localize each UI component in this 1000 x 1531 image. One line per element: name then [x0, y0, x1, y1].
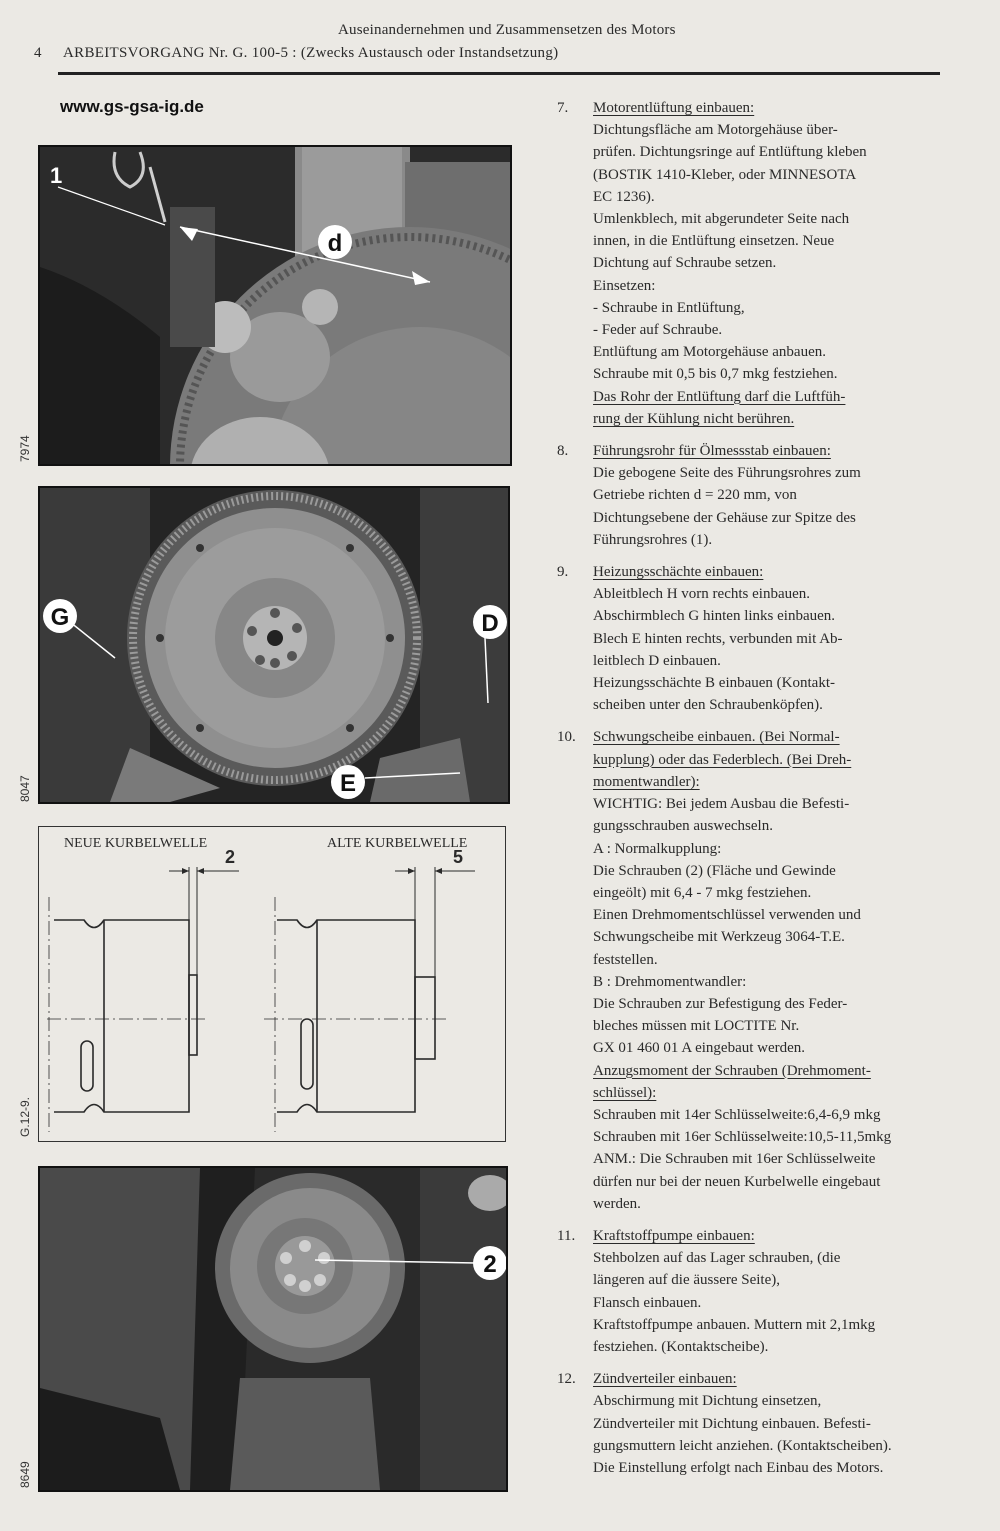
step-text-line: Führungsrohres (1). — [593, 531, 713, 548]
step-text-line: dürfen nur bei der neuen Kurbelwelle eingebaut — [593, 1173, 881, 1190]
photo-engine-breather — [38, 145, 512, 466]
step-text-line: Schrauben mit 16er Schlüsselweite:10,5-11,5mkg — [593, 1129, 892, 1146]
step-title: Kraftstoffpumpe einbauen: — [593, 1227, 755, 1244]
fig4-label-2: 2 — [483, 1251, 497, 1278]
step-title: Schwungscheibe einbauen. (Bei Normal- — [593, 729, 840, 746]
step-text-line: - Schraube in Entlüftung, — [593, 299, 745, 316]
step-text-line: Das Rohr der Entlüftung darf die Luftfüh- — [593, 388, 846, 405]
step-text-line: festziehen. (Kontaktscheibe). — [593, 1338, 769, 1355]
fig1-label-1: 1 — [50, 163, 63, 188]
step-text-line: Schraube mit 0,5 bis 0,7 mkg festziehen. — [593, 366, 838, 383]
step-text-line: gungsschrauben auswechseln. — [593, 818, 773, 835]
step-12 — [557, 1368, 987, 1479]
operation-label: ARBEITSVORGANG Nr. — [63, 45, 229, 61]
step-text-line: feststellen. — [593, 951, 658, 968]
step-text-line: Blech E hinten rechts, verbunden mit Ab- — [593, 630, 843, 647]
step-text-line: Die Einstellung erfolgt nach Einbau des Motors. — [593, 1459, 884, 1476]
diagram-right-title: ALTE KURBELWELLE — [327, 836, 468, 851]
step-text-line: momentwandler): — [593, 773, 700, 790]
fig2-label-e: E — [339, 770, 357, 797]
website-link[interactable]: www.gs-gsa-ig.de — [60, 97, 204, 116]
step-number: 12. — [557, 1371, 576, 1388]
step-text-line: Die gebogene Seite des Führungsrohres zum — [593, 465, 861, 482]
step-title: Zündverteiler einbauen: — [593, 1371, 737, 1388]
operation-number: G. 100-5 : — [232, 45, 297, 61]
step-text-line: EC 1236). — [593, 188, 655, 205]
step-number: 10. — [557, 729, 576, 746]
step-text-line: Abschirmblech G hinten links einbauen. — [593, 608, 836, 625]
step-text-line: WICHTIG: Bei jedem Ausbau die Befesti- — [593, 796, 850, 813]
step-text-line: Die Schrauben zur Befestigung des Feder- — [593, 995, 848, 1012]
step-text-line: Abschirmung mit Dichtung einsetzen, — [593, 1393, 822, 1410]
step-text-line: Getriebe richten d = 220 mm, von — [593, 487, 797, 504]
step-number: 9. — [557, 564, 569, 581]
step-text-line: Einsetzen: — [593, 277, 656, 294]
step-text-line: Schwungscheibe mit Werkzeug 3064-T.E. — [593, 929, 845, 946]
step-text-line: Dichtung auf Schraube setzen. — [593, 255, 777, 272]
step-text-line: Zündverteiler mit Dichtung einbauen. Befesti- — [593, 1415, 871, 1432]
operation-line — [34, 45, 558, 62]
fig2-code: 8047 — [18, 775, 32, 802]
step-8 — [557, 440, 987, 551]
step-title: Führungsrohr für Ölmessstab einbauen: — [593, 443, 831, 460]
step-text-line: ANM.: Die Schrauben mit 16er Schlüsselweite — [593, 1151, 876, 1168]
step-7 — [557, 97, 987, 430]
step-number: 7. — [557, 100, 569, 116]
step-text-line: prüfen. Dichtungsringe auf Entlüftung kleben — [593, 144, 867, 161]
step-text-line: Schrauben mit 14er Schlüsselweite:6,4-6,9 mkg — [593, 1106, 881, 1123]
step-text-line: werden. — [593, 1195, 641, 1212]
instruction-column — [557, 97, 987, 1489]
step-text-line: bleches müssen mit LOCTITE Nr. — [593, 1018, 800, 1035]
step-text-line: innen, in die Entlüftung einsetzen. Neue — [593, 233, 835, 250]
document-header-title: Auseinandernehmen und Zusammensetzen des Motors — [338, 22, 676, 38]
step-text-line: rung der Kühlung nicht berühren. — [593, 410, 795, 427]
diagram-right-dimension: 5 — [453, 847, 464, 867]
step-number: 8. — [557, 443, 569, 460]
step-text-line: Einen Drehmomentschlüssel verwenden und — [593, 907, 861, 924]
fig3-code: G.12-9. — [18, 1096, 32, 1137]
photo-flywheel-heating-ducts — [38, 486, 510, 804]
step-text-line: - Feder auf Schraube. — [593, 322, 723, 339]
step-text-line: Flansch einbauen. — [593, 1294, 702, 1311]
step-11 — [557, 1225, 987, 1358]
step-text-line: scheiben unter den Schraubenköpfen). — [593, 697, 823, 714]
step-text-line: Ableitblech H vorn rechts einbauen. — [593, 586, 811, 603]
step-text-line: Die Schrauben (2) (Fläche und Gewinde — [593, 862, 836, 879]
step-text-line: Umlenkblech, mit abgerundeter Seite nach — [593, 211, 850, 228]
step-text-line: eingeölt) mit 6,4 - 7 mkg festziehen. — [593, 884, 812, 901]
photo-flywheel-bolts — [38, 1166, 508, 1492]
fig1-label-d: d — [327, 230, 343, 257]
step-text-line: längeren auf die äussere Seite), — [593, 1272, 780, 1289]
step-10 — [557, 726, 987, 1214]
step-text-line: gungsmuttern leicht anziehen. (Kontaktscheiben). — [593, 1437, 892, 1454]
step-text-line: kupplung) oder das Federblech. (Bei Dreh- — [593, 751, 852, 768]
step-text-line: B : Drehmomentwandler: — [593, 973, 747, 990]
step-number: 11. — [557, 1227, 576, 1244]
step-text-line: schlüssel): — [593, 1084, 657, 1101]
step-title: Heizungsschächte einbauen: — [593, 564, 764, 581]
step-text-line: Kraftstoffpumpe anbauen. Muttern mit 2,1mkg — [593, 1316, 876, 1333]
step-text-line: A : Normalkupplung: — [593, 840, 722, 857]
step-text-line: Heizungsschächte B einbauen (Kontakt- — [593, 675, 835, 692]
header-rule — [58, 72, 940, 75]
step-text-line: Stehbolzen auf das Lager schrauben, (die — [593, 1250, 841, 1267]
step-text-line: Anzugsmoment der Schrauben (Drehmoment- — [593, 1062, 871, 1079]
step-text-line: Dichtungsfläche am Motorgehäuse über- — [593, 122, 838, 139]
diagram-left-dimension: 2 — [225, 847, 236, 867]
diagram-crankshaft-comparison — [38, 826, 506, 1142]
step-text-line: GX 01 460 01 A eingebaut werden. — [593, 1040, 806, 1057]
step-text-line: (BOSTIK 1410-Kleber, oder MINNESOTA — [593, 166, 857, 183]
operation-description: (Zwecks Austausch oder Instandsetzung) — [300, 45, 559, 61]
fig1-code: 7974 — [18, 435, 32, 462]
fig2-label-g: G — [50, 604, 70, 631]
step-title: Motorentlüftung einbauen: — [593, 100, 755, 116]
step-text-line: Entlüftung am Motorgehäuse anbauen. — [593, 344, 826, 361]
diagram-left-title: NEUE KURBELWELLE — [64, 836, 208, 851]
page-number: 4 — [34, 45, 42, 61]
step-text-line: Dichtungsebene der Gehäuse zur Spitze des — [593, 509, 856, 526]
step-9 — [557, 561, 987, 716]
step-text-line: leitblech D einbauen. — [593, 652, 721, 669]
fig2-label-d: D — [481, 610, 499, 637]
fig4-code: 8649 — [18, 1461, 32, 1488]
